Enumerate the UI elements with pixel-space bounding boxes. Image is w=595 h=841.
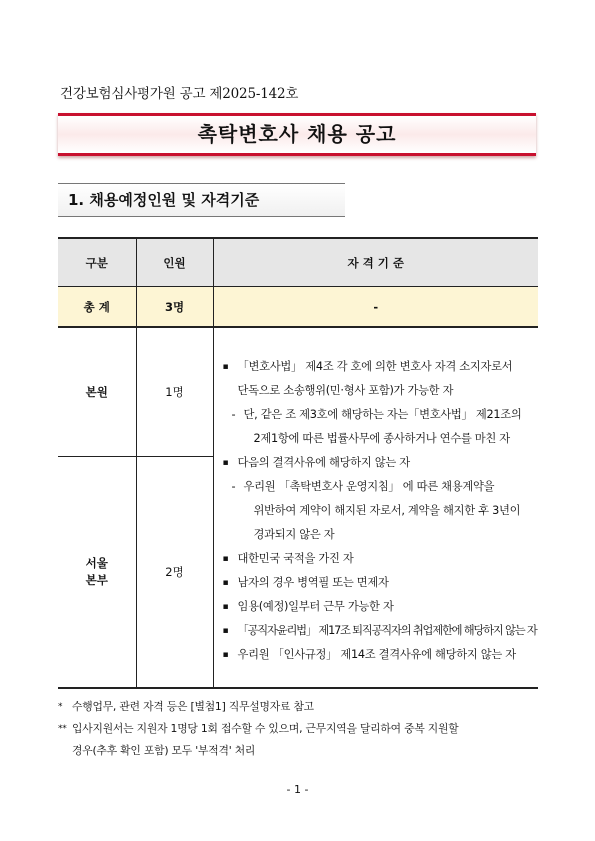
page-number: - 1 - (286, 783, 309, 796)
table-header-row (58, 238, 538, 287)
criteria-subitem: - 우리원 「촉탁변호사 운영지침」 에 따른 채용계약을 (231, 480, 495, 493)
square-bullet-icon: ▪ (222, 578, 229, 588)
criteria-item-continued: 단독으로 소송행위(민·형사 포함)가 가능한 자 (237, 384, 454, 397)
section-title: 1. 채용예정인원 및 자격기준 (68, 191, 260, 209)
row-count-seoul: 2명 (136, 457, 213, 689)
total-label: 총 계 (58, 287, 136, 328)
criteria-subitem-continued: 위반하여 계약이 해지된 자로서, 계약을 해지한 후 3년이 (253, 504, 521, 517)
square-bullet-icon: ▪ (222, 554, 229, 564)
square-bullet-icon: ▪ (222, 602, 229, 612)
page-title: 촉탁변호사 채용 공고 (197, 122, 397, 146)
footnote: ** 입사지원서는 지원자 1명당 1회 접수할 수 있으며, 근무지역을 달리하여 중복 지원할 (58, 718, 538, 740)
criteria-item: ▪ 우리원 「인사규정」 제14조 결격사유에 해당하지 않는 자 (218, 643, 537, 667)
criteria-item: ▪ 다음의 결격사유에 해당하지 않는 자 (218, 451, 537, 475)
criteria-item: ▪ 「공직자윤리법」 제17조 퇴직공직자의 취업제한에 해당하지 않는 자 (218, 619, 537, 643)
footnote: * 수행업무, 관련 자격 등은 [별첨1] 직무설명자료 참고 (58, 696, 538, 718)
criteria-subitem: - 단, 같은 조 제3호에 해당하는 자는「변호사법」 제21조의 (231, 408, 522, 421)
criteria-subitem-continued: 경과되지 않은 자 (253, 528, 335, 541)
row-label-seoul: 서울 본부 (58, 457, 136, 689)
footnote-continued: 경우(추후 확인 포함) 모두 '부적격' 처리 (72, 744, 256, 757)
header-headcount: 인원 (136, 238, 213, 287)
square-bullet-icon: ▪ (222, 626, 229, 636)
square-bullet-icon: ▪ (222, 458, 229, 468)
criteria-cell (213, 327, 538, 688)
total-count: 3명 (136, 287, 213, 328)
criteria-subitem-continued: 2제1항에 따른 법률사무에 종사하거나 연수를 마친 자 (253, 432, 510, 445)
total-criteria: - (213, 287, 538, 328)
criteria-item: ▪ 「변호사법」 제4조 각 호에 의한 변호사 자격 소지자로서 (218, 355, 537, 379)
criteria-item: ▪ 남자의 경우 병역필 또는 면제자 (218, 571, 537, 595)
square-bullet-icon: ▪ (222, 362, 229, 372)
double-asterisk-icon: ** (58, 724, 67, 734)
recruitment-table (58, 237, 538, 689)
criteria-item: ▪ 임용(예정)일부터 근무 가능한 자 (218, 595, 537, 619)
table-row (58, 327, 538, 457)
square-bullet-icon: ▪ (222, 650, 229, 660)
section-heading-box (58, 183, 345, 217)
title-banner (58, 113, 536, 156)
asterisk-icon: * (58, 702, 63, 712)
footnotes (58, 696, 538, 762)
notice-number: 건강보험심사평가원 공고 제2025-142호 (60, 86, 299, 102)
row-count-headquarters: 1명 (136, 327, 213, 457)
total-row (58, 287, 538, 328)
criteria-item: ▪ 대한민국 국적을 가진 자 (218, 547, 537, 571)
header-category: 구분 (58, 238, 136, 287)
header-criteria: 자 격 기 준 (213, 238, 538, 287)
row-label-headquarters: 본원 (58, 327, 136, 457)
